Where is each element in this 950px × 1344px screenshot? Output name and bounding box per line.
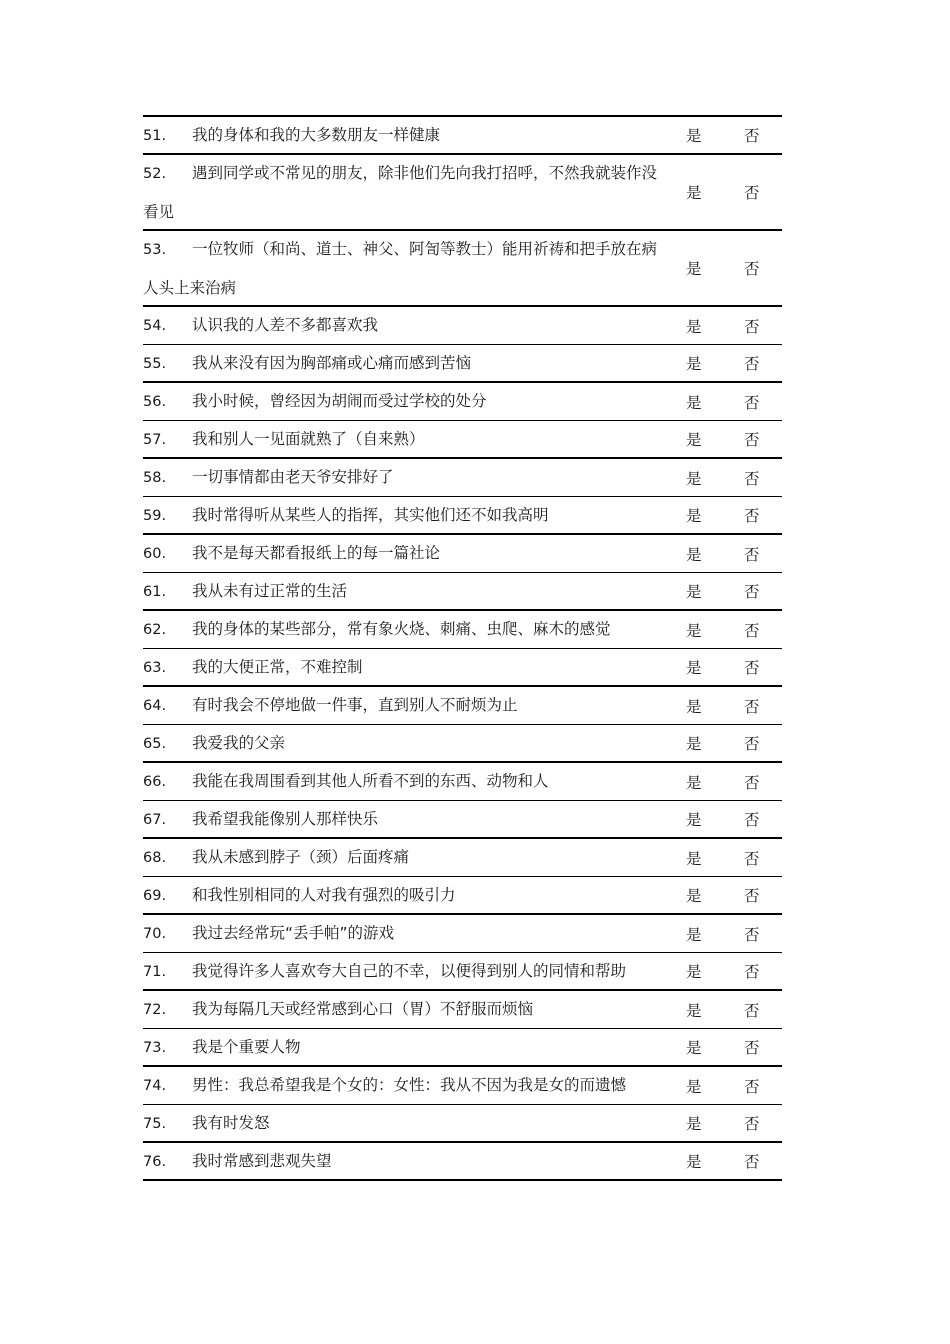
question-row-73 [143, 1029, 782, 1067]
question-number: 74. [143, 1078, 167, 1094]
no-option[interactable]: 否 [744, 1001, 760, 1020]
yes-option[interactable]: 是 [686, 1039, 702, 1057]
yes-option[interactable]: 是 [686, 545, 702, 564]
question-number: 61. [143, 583, 167, 600]
question-row-71 [143, 953, 782, 991]
no-option[interactable]: 否 [744, 1153, 760, 1171]
question-row-54 [143, 307, 782, 345]
question-number: 51. [143, 127, 167, 144]
yes-option[interactable]: 是 [686, 260, 702, 278]
yes-option[interactable]: 是 [686, 317, 702, 336]
question-text: 我能在我周围看到其他人所看不到的东西、动物和人 [192, 772, 549, 790]
question-text: 我从未有过正常的生活 [192, 581, 348, 600]
question-text: 有时我会不停地做一件事，直到别人不耐烦为止 [192, 696, 518, 714]
question-text: 男性：我总希望我是个女的：女性：我从不因为我是女的而遗憾 [192, 1076, 627, 1094]
question-row-72 [143, 991, 782, 1029]
question-row-66 [143, 763, 782, 801]
question-number: 67. [143, 811, 167, 828]
question-row-76 [143, 1143, 782, 1181]
yes-option[interactable]: 是 [686, 355, 702, 373]
question-text: 我不是每天都看报纸上的每一篇社论 [192, 544, 441, 562]
yes-option[interactable]: 是 [686, 887, 702, 905]
yes-option[interactable]: 是 [686, 393, 702, 412]
question-text: 一位牧师（和尚、道士、神父、阿訇等教士）能用祈祷和把手放在病人头上来治病 [143, 239, 658, 297]
yes-option[interactable]: 是 [686, 621, 702, 640]
question-row-51 [143, 117, 782, 155]
no-option[interactable]: 否 [744, 925, 760, 944]
question-row-58 [143, 459, 782, 497]
question-number: 75. [143, 1115, 167, 1132]
question-number: 52. [143, 165, 167, 182]
question-row-56 [143, 383, 782, 421]
question-text: 我觉得许多人喜欢夸大自己的不幸，以便得到别人的同情和帮助 [192, 961, 627, 980]
yes-option[interactable]: 是 [686, 811, 702, 829]
question-row-57 [143, 421, 782, 459]
question-number: 71. [143, 963, 167, 980]
no-option[interactable]: 否 [744, 963, 760, 981]
no-option[interactable]: 否 [744, 393, 760, 412]
yes-option[interactable]: 是 [686, 849, 702, 868]
question-text: 我为每隔几天或经常感到心口（胃）不舒服而烦恼 [192, 1000, 534, 1018]
questionnaire-table [143, 115, 782, 1181]
no-option[interactable]: 否 [744, 1039, 760, 1057]
no-option[interactable]: 否 [744, 583, 760, 601]
question-text: 我小时候，曾经因为胡闹而受过学校的处分 [192, 392, 487, 410]
yes-option[interactable]: 是 [686, 1077, 702, 1096]
question-row-64 [143, 687, 782, 725]
question-text: 我时常感到悲观失望 [192, 1151, 332, 1170]
question-text: 我的身体和我的大多数朋友一样健康 [192, 125, 441, 144]
question-row-75 [143, 1105, 782, 1143]
question-row-74 [143, 1067, 782, 1105]
yes-option[interactable]: 是 [686, 773, 702, 792]
question-text: 和我性别相同的人对我有强烈的吸引力 [192, 885, 456, 904]
question-number: 59. [143, 507, 167, 524]
question-number: 58. [143, 470, 167, 486]
question-row-65 [143, 725, 782, 763]
no-option[interactable]: 否 [744, 1115, 760, 1133]
no-option[interactable]: 否 [744, 127, 760, 145]
question-row-59 [143, 497, 782, 535]
question-number: 54. [143, 318, 167, 334]
no-option[interactable]: 否 [744, 1077, 760, 1096]
no-option[interactable]: 否 [744, 355, 760, 373]
no-option[interactable]: 否 [744, 507, 760, 525]
question-text: 我是个重要人物 [192, 1037, 301, 1056]
no-option[interactable]: 否 [744, 773, 760, 792]
yes-option[interactable]: 是 [686, 697, 702, 716]
question-number: 55. [143, 355, 167, 372]
question-text: 我时常得听从某些人的指挥，其实他们还不如我高明 [192, 505, 549, 524]
yes-option[interactable]: 是 [686, 507, 702, 525]
no-option[interactable]: 否 [744, 431, 760, 449]
yes-option[interactable]: 是 [686, 1001, 702, 1020]
question-text: 我从来没有因为胸部痛或心痛而感到苦恼 [192, 353, 472, 372]
yes-option[interactable]: 是 [686, 1115, 702, 1133]
question-number: 68. [143, 850, 167, 866]
yes-option[interactable]: 是 [686, 1153, 702, 1171]
question-number: 62. [143, 622, 167, 638]
question-number: 56. [143, 394, 167, 410]
question-text: 我爱我的父亲 [192, 733, 286, 752]
question-row-67 [143, 801, 782, 839]
no-option[interactable]: 否 [744, 260, 760, 278]
no-option[interactable]: 否 [744, 469, 760, 488]
no-option[interactable]: 否 [744, 735, 760, 753]
no-option[interactable]: 否 [744, 849, 760, 868]
question-number: 64. [143, 698, 167, 714]
question-row-60 [143, 535, 782, 573]
no-option[interactable]: 否 [744, 317, 760, 336]
question-number: 60. [143, 546, 167, 562]
yes-option[interactable]: 是 [686, 963, 702, 981]
question-text: 我有时发怒 [192, 1113, 270, 1132]
question-row-52 [143, 155, 782, 231]
question-text: 我的身体的某些部分，常有象火烧、刺痛、虫爬、麻木的感觉 [192, 620, 611, 638]
question-row-63 [143, 649, 782, 687]
no-option[interactable]: 否 [744, 184, 760, 202]
question-row-68 [143, 839, 782, 877]
question-number: 57. [143, 431, 167, 448]
question-number: 72. [143, 1002, 167, 1018]
question-number: 63. [143, 659, 167, 676]
yes-option[interactable]: 是 [686, 583, 702, 601]
question-row-61 [143, 573, 782, 611]
question-text: 认识我的人差不多都喜欢我 [192, 316, 379, 334]
question-number: 76. [143, 1153, 167, 1170]
question-text: 一切事情都由老天爷安排好了 [192, 468, 394, 486]
no-option[interactable]: 否 [744, 697, 760, 716]
yes-option[interactable]: 是 [686, 925, 702, 944]
question-text: 我希望我能像别人那样快乐 [192, 809, 379, 828]
question-number: 53. [143, 241, 167, 258]
question-text: 我的大便正常，不难控制 [192, 657, 363, 676]
question-text: 我过去经常玩“丢手帕”的游戏 [192, 924, 395, 942]
question-number: 73. [143, 1039, 167, 1056]
question-number: 70. [143, 926, 167, 942]
question-number: 65. [143, 735, 167, 752]
yes-option[interactable]: 是 [686, 184, 702, 202]
no-option[interactable]: 否 [744, 659, 760, 677]
yes-option[interactable]: 是 [686, 735, 702, 753]
question-text: 我从未感到脖子（颈）后面疼痛 [192, 848, 410, 866]
question-row-55 [143, 345, 782, 383]
no-option[interactable]: 否 [744, 887, 760, 905]
question-number: 69. [143, 887, 167, 904]
question-row-69 [143, 877, 782, 915]
question-number: 66. [143, 774, 167, 790]
question-text: 遇到同学或不常见的朋友，除非他们先向我打招呼，不然我就装作没看见 [143, 163, 658, 221]
no-option[interactable]: 否 [744, 621, 760, 640]
yes-option[interactable]: 是 [686, 127, 702, 145]
question-text: 我和别人一见面就熟了（自来熟） [192, 429, 425, 448]
no-option[interactable]: 否 [744, 545, 760, 564]
yes-option[interactable]: 是 [686, 469, 702, 488]
question-row-62 [143, 611, 782, 649]
question-row-53 [143, 231, 782, 307]
question-row-70 [143, 915, 782, 953]
yes-option[interactable]: 是 [686, 431, 702, 449]
yes-option[interactable]: 是 [686, 659, 702, 677]
no-option[interactable]: 否 [744, 811, 760, 829]
